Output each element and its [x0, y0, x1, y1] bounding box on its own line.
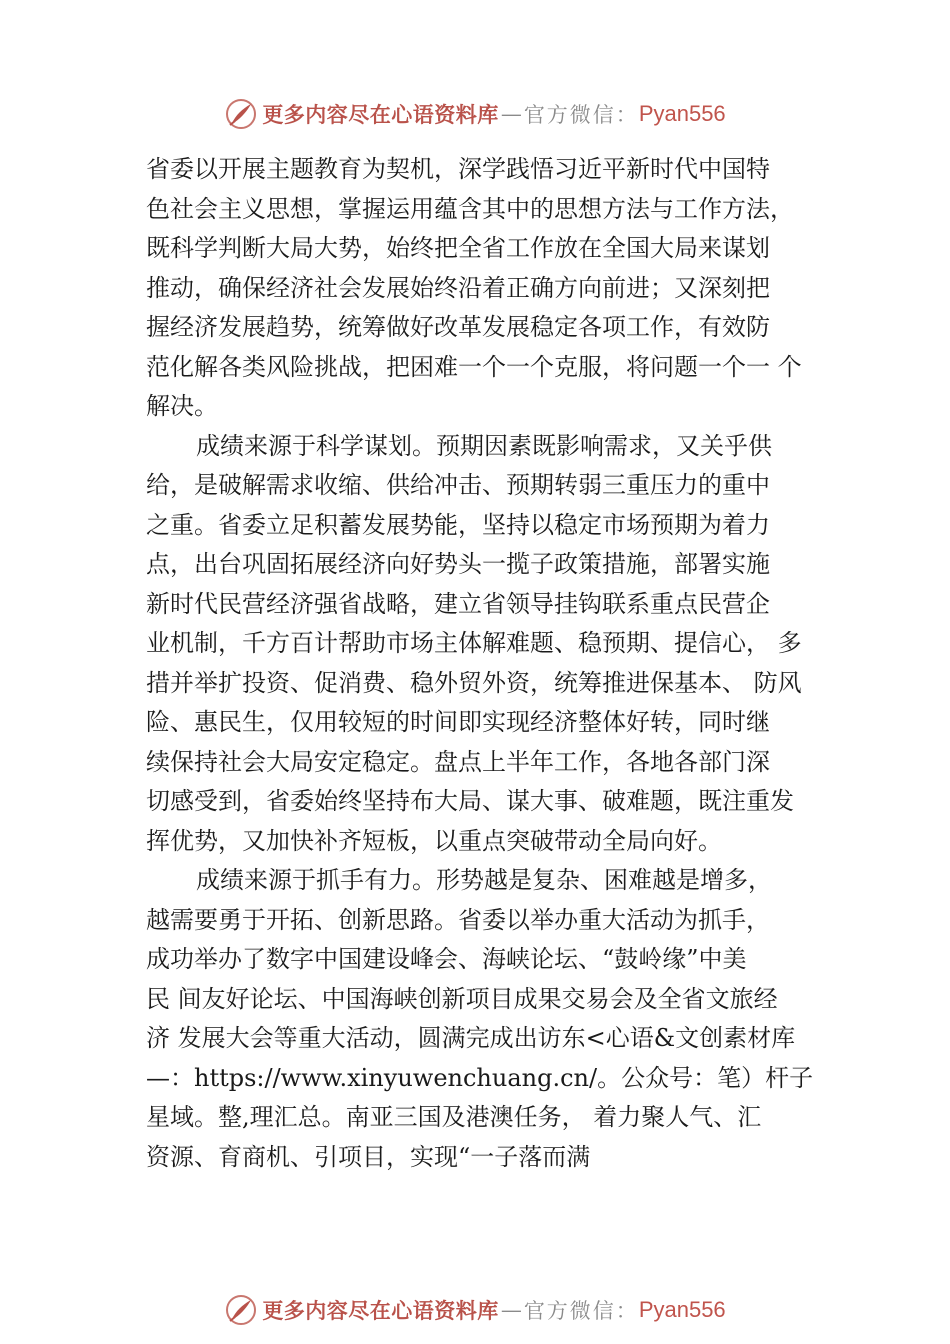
body-text-line: 越需要勇于开拓、创新思路。省委以举办重大活动为抓手，: [146, 905, 770, 934]
body-text-line: 推动，确保经济社会发展始终沿着正确方向前进；又深刻把: [146, 273, 770, 302]
body-text-line: 解决。: [146, 392, 218, 420]
body-text-line: 民 间友好论坛、中国海峡创新项目成果交易会及全省文旅经: [146, 984, 778, 1013]
header-separator: —: [500, 102, 522, 126]
footer-official-label: 官方微信：: [523, 1299, 639, 1323]
body-text-line: 切感受到，省委始终坚持布大局、谋大事、破难题，既注重发: [146, 787, 794, 815]
footer-separator: —: [500, 1298, 522, 1322]
body-text-line: 之重。省委立足积蓄发展势能，坚持以稳定市场预期为着力: [146, 510, 770, 539]
body-text-line: 成绩来源于科学谋划。预期因素既影响需求，又关乎供: [196, 431, 772, 460]
body-text-line: 续保持社会大局安定稳定。盘点上半年工作，各地各部门深: [146, 747, 770, 776]
document-body: [146, 150, 836, 1177]
body-text-line: 成绩来源于抓手有力。形势越是复杂、困难越是增多，: [196, 866, 772, 894]
pen-logo-icon: [224, 1293, 258, 1327]
body-text-line: 措并举扩投资、促消费、稳外贸外资，统筹推进保基本、 防风: [146, 668, 802, 697]
body-text-line: 资源、育商机、引项目，实现“一子落而满: [146, 1142, 591, 1171]
header-official-label: 官方微信：: [523, 103, 639, 127]
header-banner: [0, 94, 950, 134]
body-text-line: 色社会主义思想，掌握运用蕴含其中的思想方法与工作方法，: [146, 194, 794, 223]
footer-wechat-id: Pyan556: [638, 1297, 726, 1322]
body-text-line: 业机制，千方百计帮助市场主体解难题、稳预期、提信心， 多: [146, 629, 802, 657]
body-text-line: 给，是破解需求收缩、供给冲击、预期转弱三重压力的重中: [146, 471, 770, 499]
body-text-line: 既科学判断大局大势，始终把全省工作放在全国大局来谋划: [146, 234, 770, 262]
header-brand-text: 更多内容尽在心语资料库: [262, 102, 499, 127]
body-text-line: 点，出台巩固拓展经济向好势头一揽子政策措施，部署实施: [146, 550, 770, 578]
body-text-line: —：https://www.xinyuwenchuang.cn/。公众号：笔）杆子: [146, 1063, 814, 1092]
body-text-line: 险、惠民生，仅用较短的时间即实现经济整体好转，同时继: [146, 708, 770, 736]
body-text-line: 范化解各类风险挑战，把困难一个一个克服，将问题一个一 个: [146, 352, 802, 381]
footer-brand-text: 更多内容尽在心语资料库: [262, 1298, 499, 1323]
body-text-line: 成功举办了数字中国建设峰会、海峡论坛、“鼓岭缘”中美: [146, 945, 747, 973]
body-text-line: 新时代民营经济强省战略，建立省领导挂钩联系重点民营企: [146, 589, 770, 618]
pen-logo-icon: [224, 97, 258, 131]
body-text-line: 省委以开展主题教育为契机，深学践悟习近平新时代中国特: [146, 155, 770, 183]
footer-banner: [0, 1290, 950, 1330]
body-text-line: 济 发展大会等重大活动，圆满完成出访东<心语&文创素材库: [146, 1024, 796, 1052]
body-text-line: 星域。整,理汇总。南亚三国及港澳任务， 着力聚人气、汇: [146, 1103, 762, 1131]
body-text-line: 挥优势，又加快补齐短板，以重点突破带动全局向好。: [146, 826, 722, 855]
header-wechat-id: Pyan556: [638, 101, 726, 126]
body-text-line: 握经济发展趋势，统筹做好改革发展稳定各项工作，有效防: [146, 313, 770, 341]
